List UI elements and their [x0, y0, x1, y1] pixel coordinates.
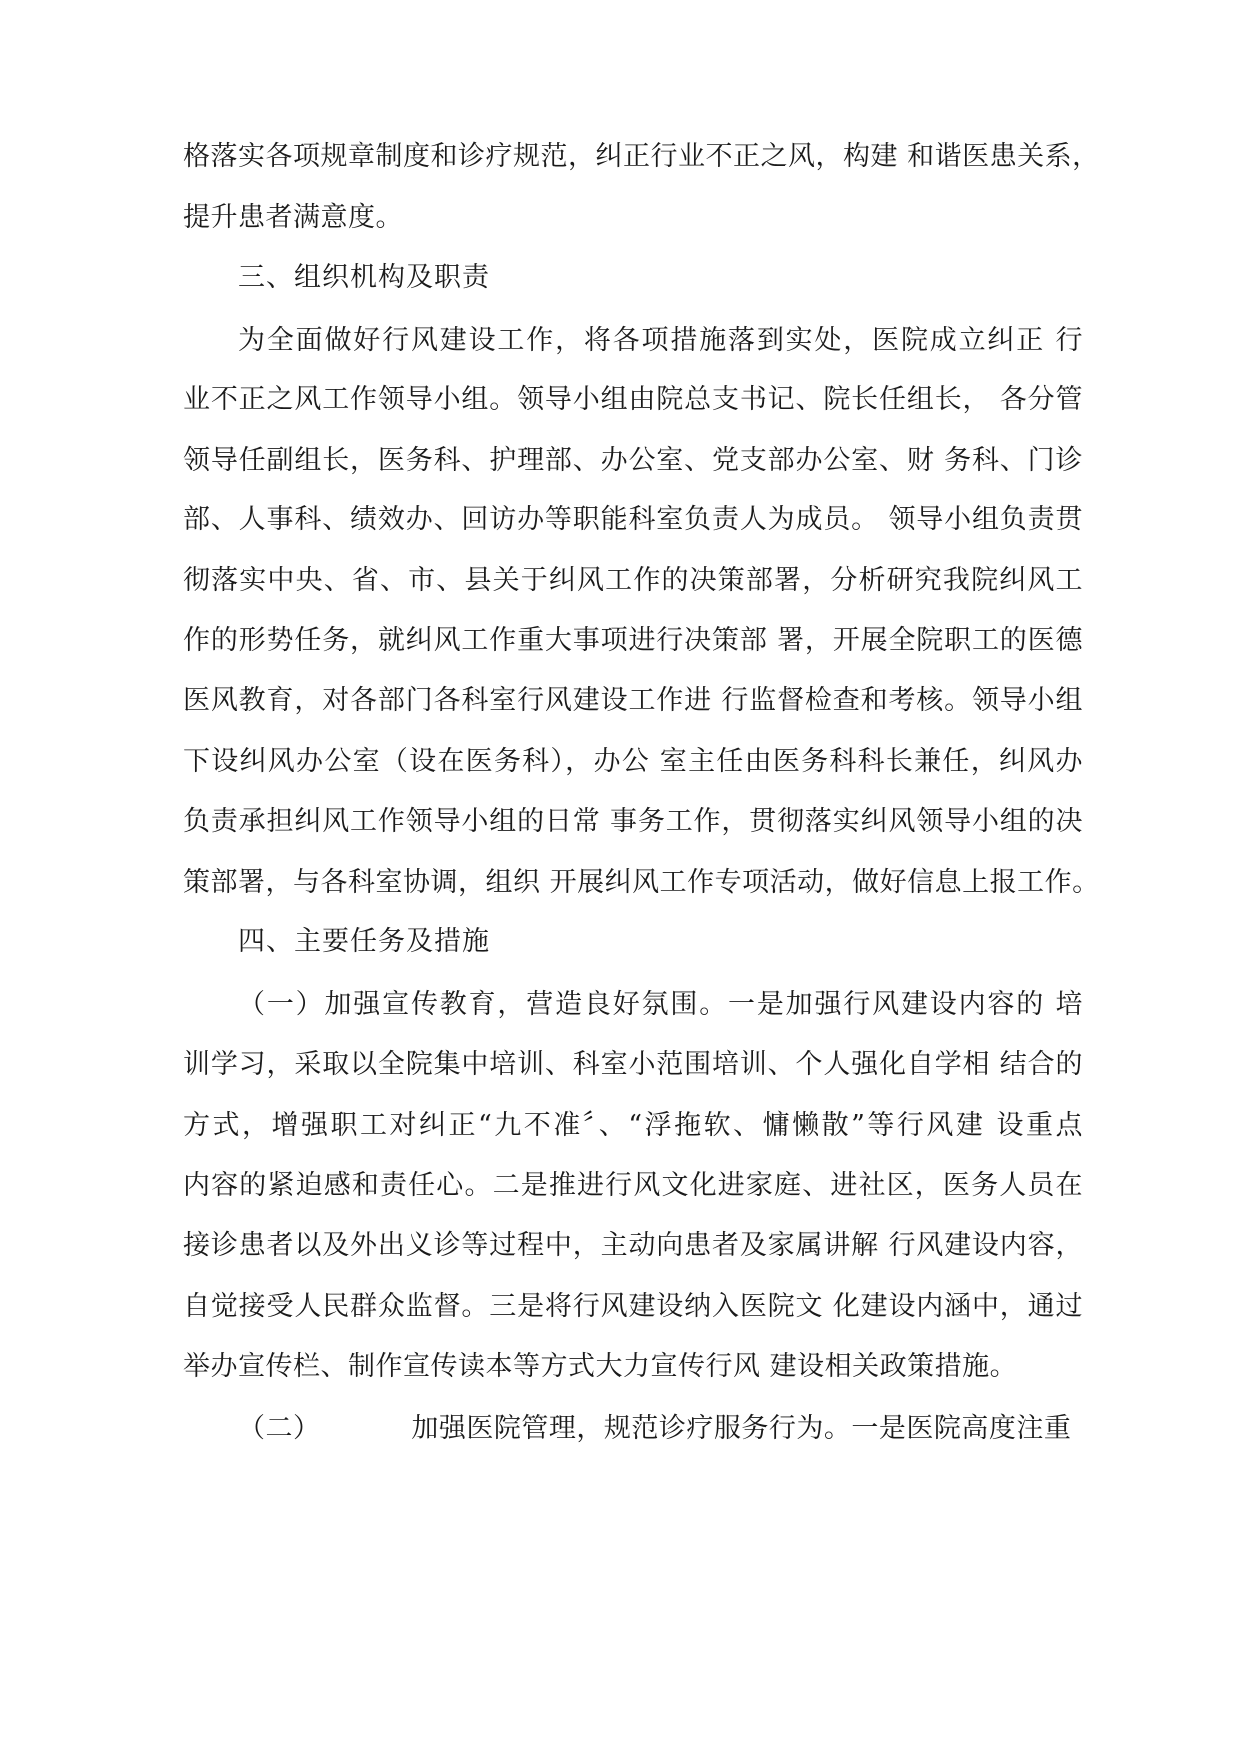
body-text-line: 提升患者满意度。 [183, 202, 403, 233]
body-text-line: 举办宣传栏、制作宣传读本等方式大力宣传行风 建设相关政策措施。 [183, 1351, 1018, 1382]
section-heading-4: 四、主要任务及措施 [238, 926, 490, 957]
body-text-line: 内容的紧迫感和责任心。二是推进行风文化进家庭、进社区，医务人员在 [183, 1170, 1083, 1201]
body-text-line: 训学习，采取以全院集中培训、科室小范围培训、个人强化自学相 结合的 [183, 1049, 1083, 1080]
body-text-line: 负责承担纠风工作领导小组的日常 事务工作，贯彻落实纠风领导小组的决 [183, 806, 1083, 837]
body-text-line: 策部署，与各科室协调，组织 开展纠风工作专项活动，做好信息上报工作。 [183, 867, 1100, 898]
body-text-line: 为全面做好行风建设工作，将各项措施落到实处，医院成立纠正 行 [238, 325, 1083, 356]
body-text-line: 业不正之风工作领导小组。领导小组由院总支书记、院长任组长， 各分管 [183, 384, 1083, 415]
body-text-line: （一）加强宣传教育，营造良好氛围。一是加强行风建设内容的 培 [238, 989, 1083, 1020]
body-text-line: 领导任副组长，医务科、护理部、办公室、党支部办公室、财 务科、门诊 [183, 445, 1083, 476]
body-text-line: 格落实各项规章制度和诊疗规范，纠正行业不正之风，构建 和谐医患关系， [183, 141, 1100, 172]
body-text-line: 部、人事科、绩效办、回访办等职能科室负责人为成员。 领导小组负责贯 [183, 504, 1083, 535]
body-text-line: 彻落实中央、省、市、县关于纠风工作的决策部署，分析研究我院纠风工 [183, 565, 1083, 596]
body-text-line: 医风教育，对各部门各科室行风建设工作进 行监督检查和考核。领导小组 [183, 685, 1083, 716]
section-heading-3: 三、组织机构及职责 [238, 262, 490, 293]
body-text-line: 自觉接受人民群众监督。三是将行风建设纳入医院文 化建设内涵中，通过 [183, 1291, 1083, 1322]
body-text-line: （二） 加强医院管理，规范诊疗服务行为。一是医院高度注重 [238, 1413, 1072, 1444]
body-text-line: 作的形势任务，就纠风工作重大事项进行决策部 署，开展全院职工的医德 [183, 625, 1083, 656]
body-text-line: 方式，增强职工对纠正“九不准〞、“浮拖软、慵懒散”等行风建 设重点 [183, 1110, 1083, 1141]
body-text-line: 接诊患者以及外出义诊等过程中，主动向患者及家属讲解 行风建设内容， [183, 1230, 1083, 1261]
body-text-line: 下设纠风办公室（设在医务科），办公 室主任由医务科科长兼任，纠风办 [183, 746, 1083, 777]
